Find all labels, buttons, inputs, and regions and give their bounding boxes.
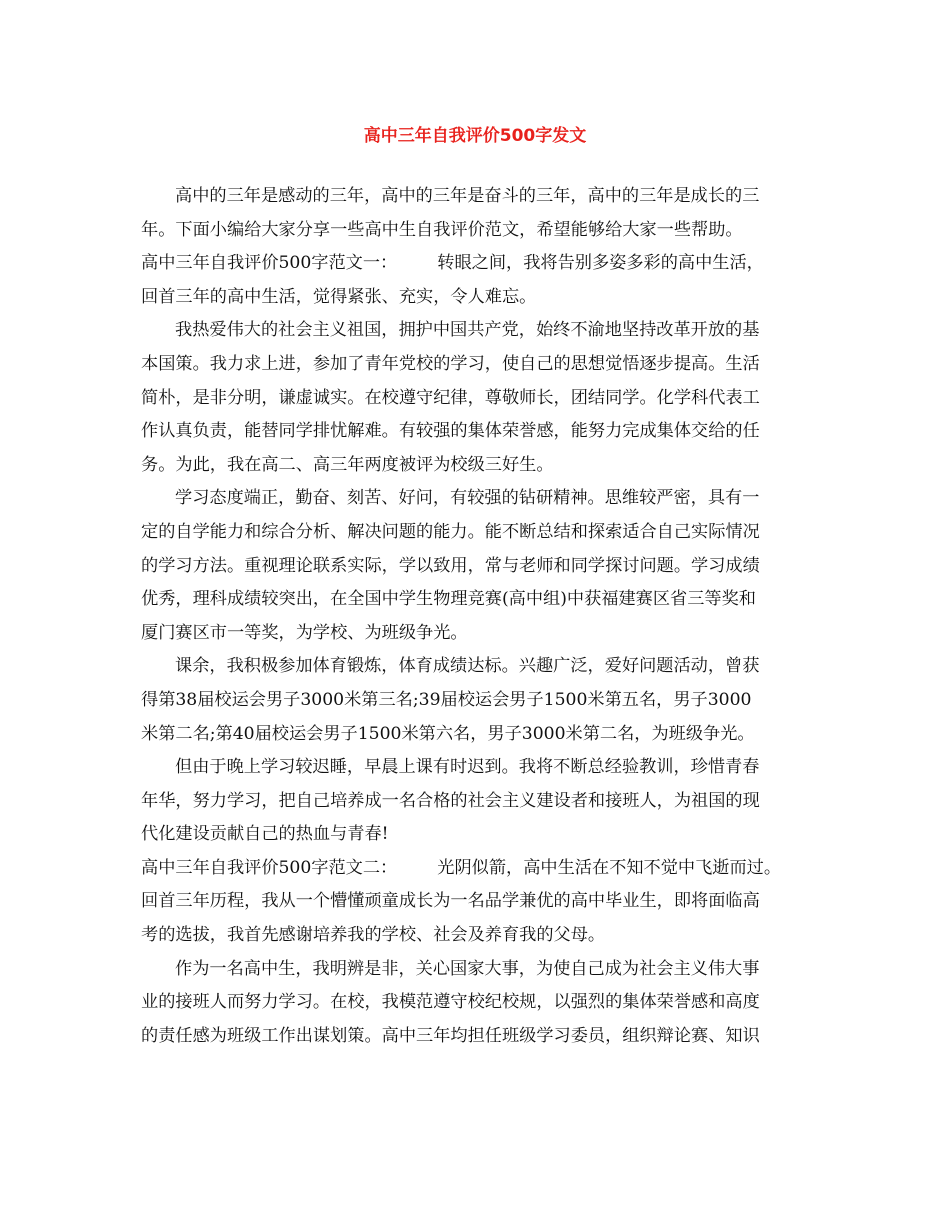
text-line: 代化建设贡献自己的热血与青春!: [141, 824, 389, 845]
text-line: 的学习方法。重视理论联系实际，学以致用，常与老师和同学探讨问题。学习成绩: [141, 555, 760, 576]
text-line: 业的接班人而努力学习。在校，我模范遵守校纪校规，以强烈的集体荣誉感和高度: [141, 992, 760, 1013]
section-heading: 高中三年自我评价500字范文一：: [141, 253, 398, 274]
text-line: 高中三年自我评价500字范文二： 光阴似箭，高中生活在不知不觉中飞逝而过。: [141, 852, 811, 886]
text-line: 年华，努力学习，把自己培养成一名合格的社会主义建设者和接班人，为祖国的现: [141, 790, 760, 811]
text-line: 考的选拔，我首先感谢培养我的学校、社会及养育我的父母。: [141, 925, 606, 946]
text-line: 年。下面小编给大家分享一些高中生自我评价范文，希望能够给大家一些帮助。: [141, 219, 743, 240]
text-line: 作认真负责，能替同学排忧解难。有较强的集体荣誉感，能努力完成集体交给的任: [141, 421, 760, 442]
text-line: 得第38届校运会男子3000米第三名;39届校运会男子1500米第五名，男子3000: [141, 689, 752, 710]
section-heading: 高中三年自我评价500字范文二：: [141, 857, 398, 878]
text-line: 的责任感为班级工作出谋划策。高中三年均担任班级学习委员，组织辩论赛、知识: [141, 1025, 760, 1046]
text-line: 我热爱伟大的社会主义祖国，拥护中国共产党，始终不渝地坚持改革开放的基: [175, 320, 760, 341]
text-line: 本国策。我力求上进，参加了青年党校的学习，使自己的思想觉悟逐步提高。生活: [141, 353, 760, 374]
text-line: 回首三年历程，我从一个懵懂顽童成长为一名品学兼优的高中毕业生，即将面临高: [141, 891, 760, 912]
text-line: 学习态度端正，勤奋、刻苦、好问，有较强的钻研精神。思维较严密，具有一: [175, 488, 760, 509]
text-line: 厦门赛区市一等奖，为学校、为班级争光。: [141, 622, 468, 643]
text-line: 课余，我积极参加体育锻炼，体育成绩达标。兴趣广泛，爱好问题活动，曾获: [175, 656, 760, 677]
text-line: 简朴，是非分明，谦虚诚实。在校遵守纪律，尊敬师长，团结同学。化学科代表工: [141, 387, 760, 408]
text-line: 定的自学能力和综合分析、解决问题的能力。能不断总结和探索适合自己实际情况: [141, 521, 760, 542]
document-body: [141, 180, 811, 1053]
text-line: 米第二名;第40届校运会男子1500米第六名，男子3000米第二名，为班级争光。: [141, 723, 755, 744]
text-line: 优秀，理科成绩较突出，在全国中学生物理竞赛(高中组)中获福建赛区省三等奖和: [141, 589, 756, 610]
text-line: 但由于晚上学习较迟睡，早晨上课有时迟到。我将不断总经验教训，珍惜青春: [175, 757, 760, 778]
text-line: 高中的三年是感动的三年，高中的三年是奋斗的三年，高中的三年是成长的三: [175, 186, 760, 206]
text-line: 作为一名高中生，我明辨是非，关心国家大事，为使自己成为社会主义伟大事: [175, 958, 760, 979]
document-title: 高中三年自我评价500字发文: [363, 126, 587, 146]
text-line: 回首三年的高中生活，觉得紧张、充实，令人难忘。: [141, 286, 537, 307]
text-line: 高中三年自我评价500字范文一： 转眼之间，我将告别多姿多彩的高中生活，: [141, 247, 811, 281]
text-line: 务。为此，我在高二、高三年两度被评为校级三好生。: [141, 454, 554, 475]
